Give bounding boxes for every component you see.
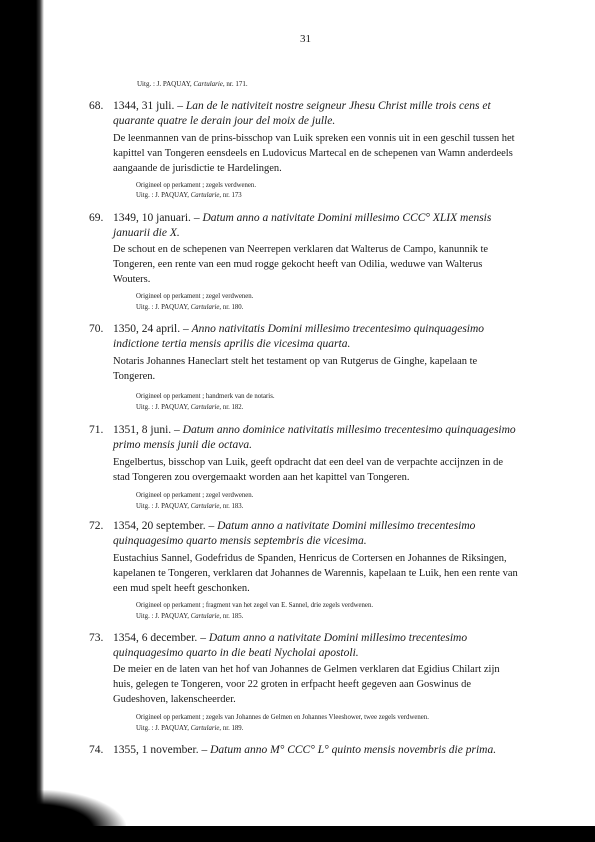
entry-note-edition: Uitg. : J. PAQUAY, Cartularie, nr. 189.: [136, 725, 244, 732]
entry-heading: 1354, 20 september. – Datum anno a nativitate Domini millesimo trecentesimo quinquagesimo quarto mensis septembris die vicesima.: [113, 520, 476, 547]
entry-heading: 1355, 1 november. – Datum anno M° CCC° L° quinto mensis novembris die prima.: [113, 744, 497, 756]
entry-heading: 1349, 10 januari. – Datum anno a nativitate Domini millesimo CCC° XLIX mensis januarii die X.: [113, 212, 492, 239]
entry-number: 72.: [89, 520, 104, 532]
entry-note-edition: Uitg. : J. PAQUAY, Cartularie, nr. 173: [136, 192, 242, 199]
entry-number: 73.: [89, 632, 104, 644]
entry-summary: Eustachius Sannel, Godefridus de Spanden, Henricus de Cortersen en Johannes de Riksingen, kapelanen te Tongeren, verklaren dat Johannes de Warennis, kapelaan te Luik, hen een rente van een mud spelt heeft geschonken.: [113, 553, 518, 594]
entry-heading: 1344, 31 juli. – Lan de le nativiteit nostre seigneur Jhesu Christ mille trois cens et quarante quatre le derain jour del moix de julle.: [113, 100, 491, 127]
entry-note-original: Origineel op perkament ; handmerk van de notaris.: [136, 393, 275, 400]
top-citation: Uitg. : J. PAQUAY, Cartularie, nr. 171.: [137, 80, 248, 88]
entry-note-edition: Uitg. : J. PAQUAY, Cartularie, nr. 180.: [136, 304, 244, 311]
entry-summary: Engelbertus, bisschop van Luik, geeft opdracht dat een deel van de verpachte accijnzen in de stad Tongeren zou overgemaakt worden aan het kapittel van Tongeren.: [113, 457, 504, 483]
entry-summary: De schout en de schepenen van Neerrepen verklaren dat Walterus de Campo, kanunnik te Tongeren, een rente van een mud rogge gekocht heeft van Odilia, weduwe van Walterus Wouters.: [113, 244, 489, 285]
entry-note-original: Origineel op perkament ; zegels van Johannes de Gelmen en Johannes Vleeshower, twee zegels verdwenen.: [136, 714, 429, 721]
entry-summary: De leenmannen van de prins-bisschop van Luik spreken een vonnis uit in een geschil tussen het kapittel van Tongeren eensdeels en Ludovicus Martecal en de schepenen van Wamn anderdeels aangaande de jurisdictie te Hardelingen.: [113, 133, 515, 174]
entry-heading: 1354, 6 december. – Datum anno a nativitate Domini millesimo trecentesimo quinquagesimo quarto in die beati Nycholai apostoli.: [113, 632, 468, 659]
entry-note-edition: Uitg. : J. PAQUAY, Cartularie, nr. 183.: [136, 503, 244, 510]
scan-left-edge: [0, 0, 44, 842]
entry-number: 74.: [89, 744, 104, 756]
entry-note-original: Origineel op perkament ; zegel verdwenen.: [136, 293, 254, 300]
entry-number: 70.: [89, 323, 104, 335]
entry-summary: De meier en de laten van het hof van Johannes de Gelmen verklaren dat Egidius Chilart zijn huis, gelegen te Tongeren, voor 22 groten in erfpacht heeft gegeven aan Goswinus de Gudeshoven, lakenscheerder.: [113, 664, 500, 705]
entry-note-original: Origineel op perkament ; zegel verdwenen.: [136, 492, 254, 499]
entry-note-edition: Uitg. : J. PAQUAY, Cartularie, nr. 182.: [136, 404, 244, 411]
entry-number: 68.: [89, 100, 104, 112]
entry-note-original: Origineel op perkament ; zegels verdwenen.: [136, 182, 257, 189]
entry-heading: 1351, 8 juni. – Datum anno dominice nativitatis millesimo trecentesimo quinquagesimo primo mensis junii die octava.: [113, 424, 516, 451]
page-number: 31: [300, 33, 311, 45]
scan-corner-shadow: [36, 790, 126, 830]
entry-note-original: Origineel op perkament ; fragment van het zegel van E. Sannel, drie zegels verdwenen.: [136, 602, 374, 609]
entry-number: 71.: [89, 424, 104, 436]
entry-heading: 1350, 24 april. – Anno nativitatis Domini millesimo trecentesimo quinquagesimo indictione tertia mensis aprilis die vicesima quarta.: [113, 323, 485, 350]
entry-note-edition: Uitg. : J. PAQUAY, Cartularie, nr. 185.: [136, 613, 244, 620]
entry-number: 69.: [89, 212, 104, 224]
entry-summary: Notaris Johannes Haneclart stelt het testament op van Rutgerus de Ginghe, kapelaan te Tongeren.: [113, 356, 478, 382]
